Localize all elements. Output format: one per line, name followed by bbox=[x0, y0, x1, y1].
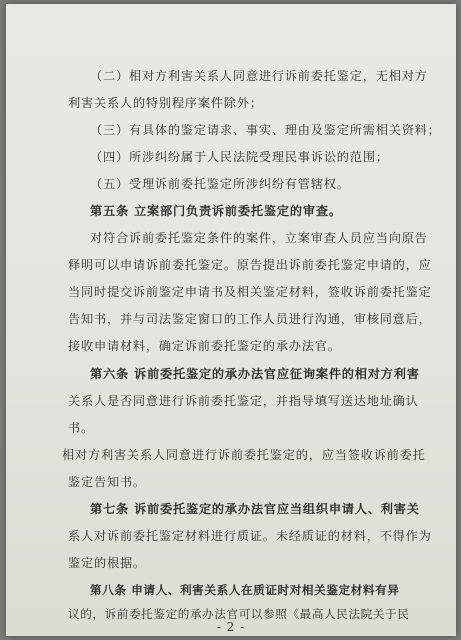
article-7-heading: 第七条 诉前委托鉴定的承办法官应当组织申请人、利害关 bbox=[90, 502, 420, 516]
clause-5-line: （五）受理诉前委托鉴定所涉纠纷有管辖权。 bbox=[90, 177, 350, 191]
clause-3-line: （三）有具体的鉴定请求、事实、理由及鉴定所需相关资料； bbox=[90, 123, 441, 137]
paragraph-line: 释明可以申请诉前委托鉴定。原告提出诉前委托鉴定申请的，应 bbox=[68, 258, 432, 272]
clause-4-line: （四）所涉纠纷属于人民法院受理民事诉讼的范围； bbox=[90, 150, 389, 164]
article-8-heading: 第八条 申请人、利害关系人在质证时对相关鉴定材料有异 bbox=[90, 583, 400, 597]
article-6-heading: 第六条 诉前委托鉴定的承办法官应征询案件的相对方利害 bbox=[90, 367, 420, 381]
paragraph-line: 对符合诉前委托鉴定条件的案件，立案审查人员应当向原告 bbox=[90, 231, 428, 245]
paragraph-line: 议的，诉前委托鉴定的承办法官可以参照《最高人民法院关于民 bbox=[68, 607, 410, 621]
paragraph-line: 鉴定的根据。 bbox=[68, 556, 146, 570]
clause-2-line-2: 利害关系人的特别程序案件除外； bbox=[68, 96, 263, 110]
article-5-heading: 第五条 立案部门负责诉前委托鉴定的审查。 bbox=[90, 204, 342, 218]
paragraph-line: 当同时提交诉前鉴定申请书及相关鉴定材料，签收诉前委托鉴定 bbox=[68, 285, 432, 299]
paragraph-line: 关系人是否同意进行诉前委托鉴定，并指导填写送达地址确认 bbox=[68, 394, 419, 408]
paragraph-line: 书。 bbox=[68, 421, 94, 435]
document-page bbox=[6, 4, 456, 636]
paragraph-line: 鉴定告知书。 bbox=[68, 475, 146, 489]
paragraph-line: 相对方利害关系人同意进行诉前委托鉴定的，应当签收诉前委托 bbox=[62, 448, 426, 462]
paragraph-line: 系人对诉前委托鉴定材料进行质证。未经质证的材料，不得作为 bbox=[68, 529, 432, 543]
paragraph-line: 告知书，并与司法鉴定窗口的工作人员进行沟通，审核同意后， bbox=[68, 312, 432, 326]
page-number: - 2 - bbox=[216, 620, 246, 634]
clause-2-line-1: （二）相对方利害关系人同意进行诉前委托鉴定，无相对方 bbox=[90, 69, 428, 83]
paragraph-line: 接收申请材料，确定诉前委托鉴定的承办法官。 bbox=[68, 339, 341, 353]
